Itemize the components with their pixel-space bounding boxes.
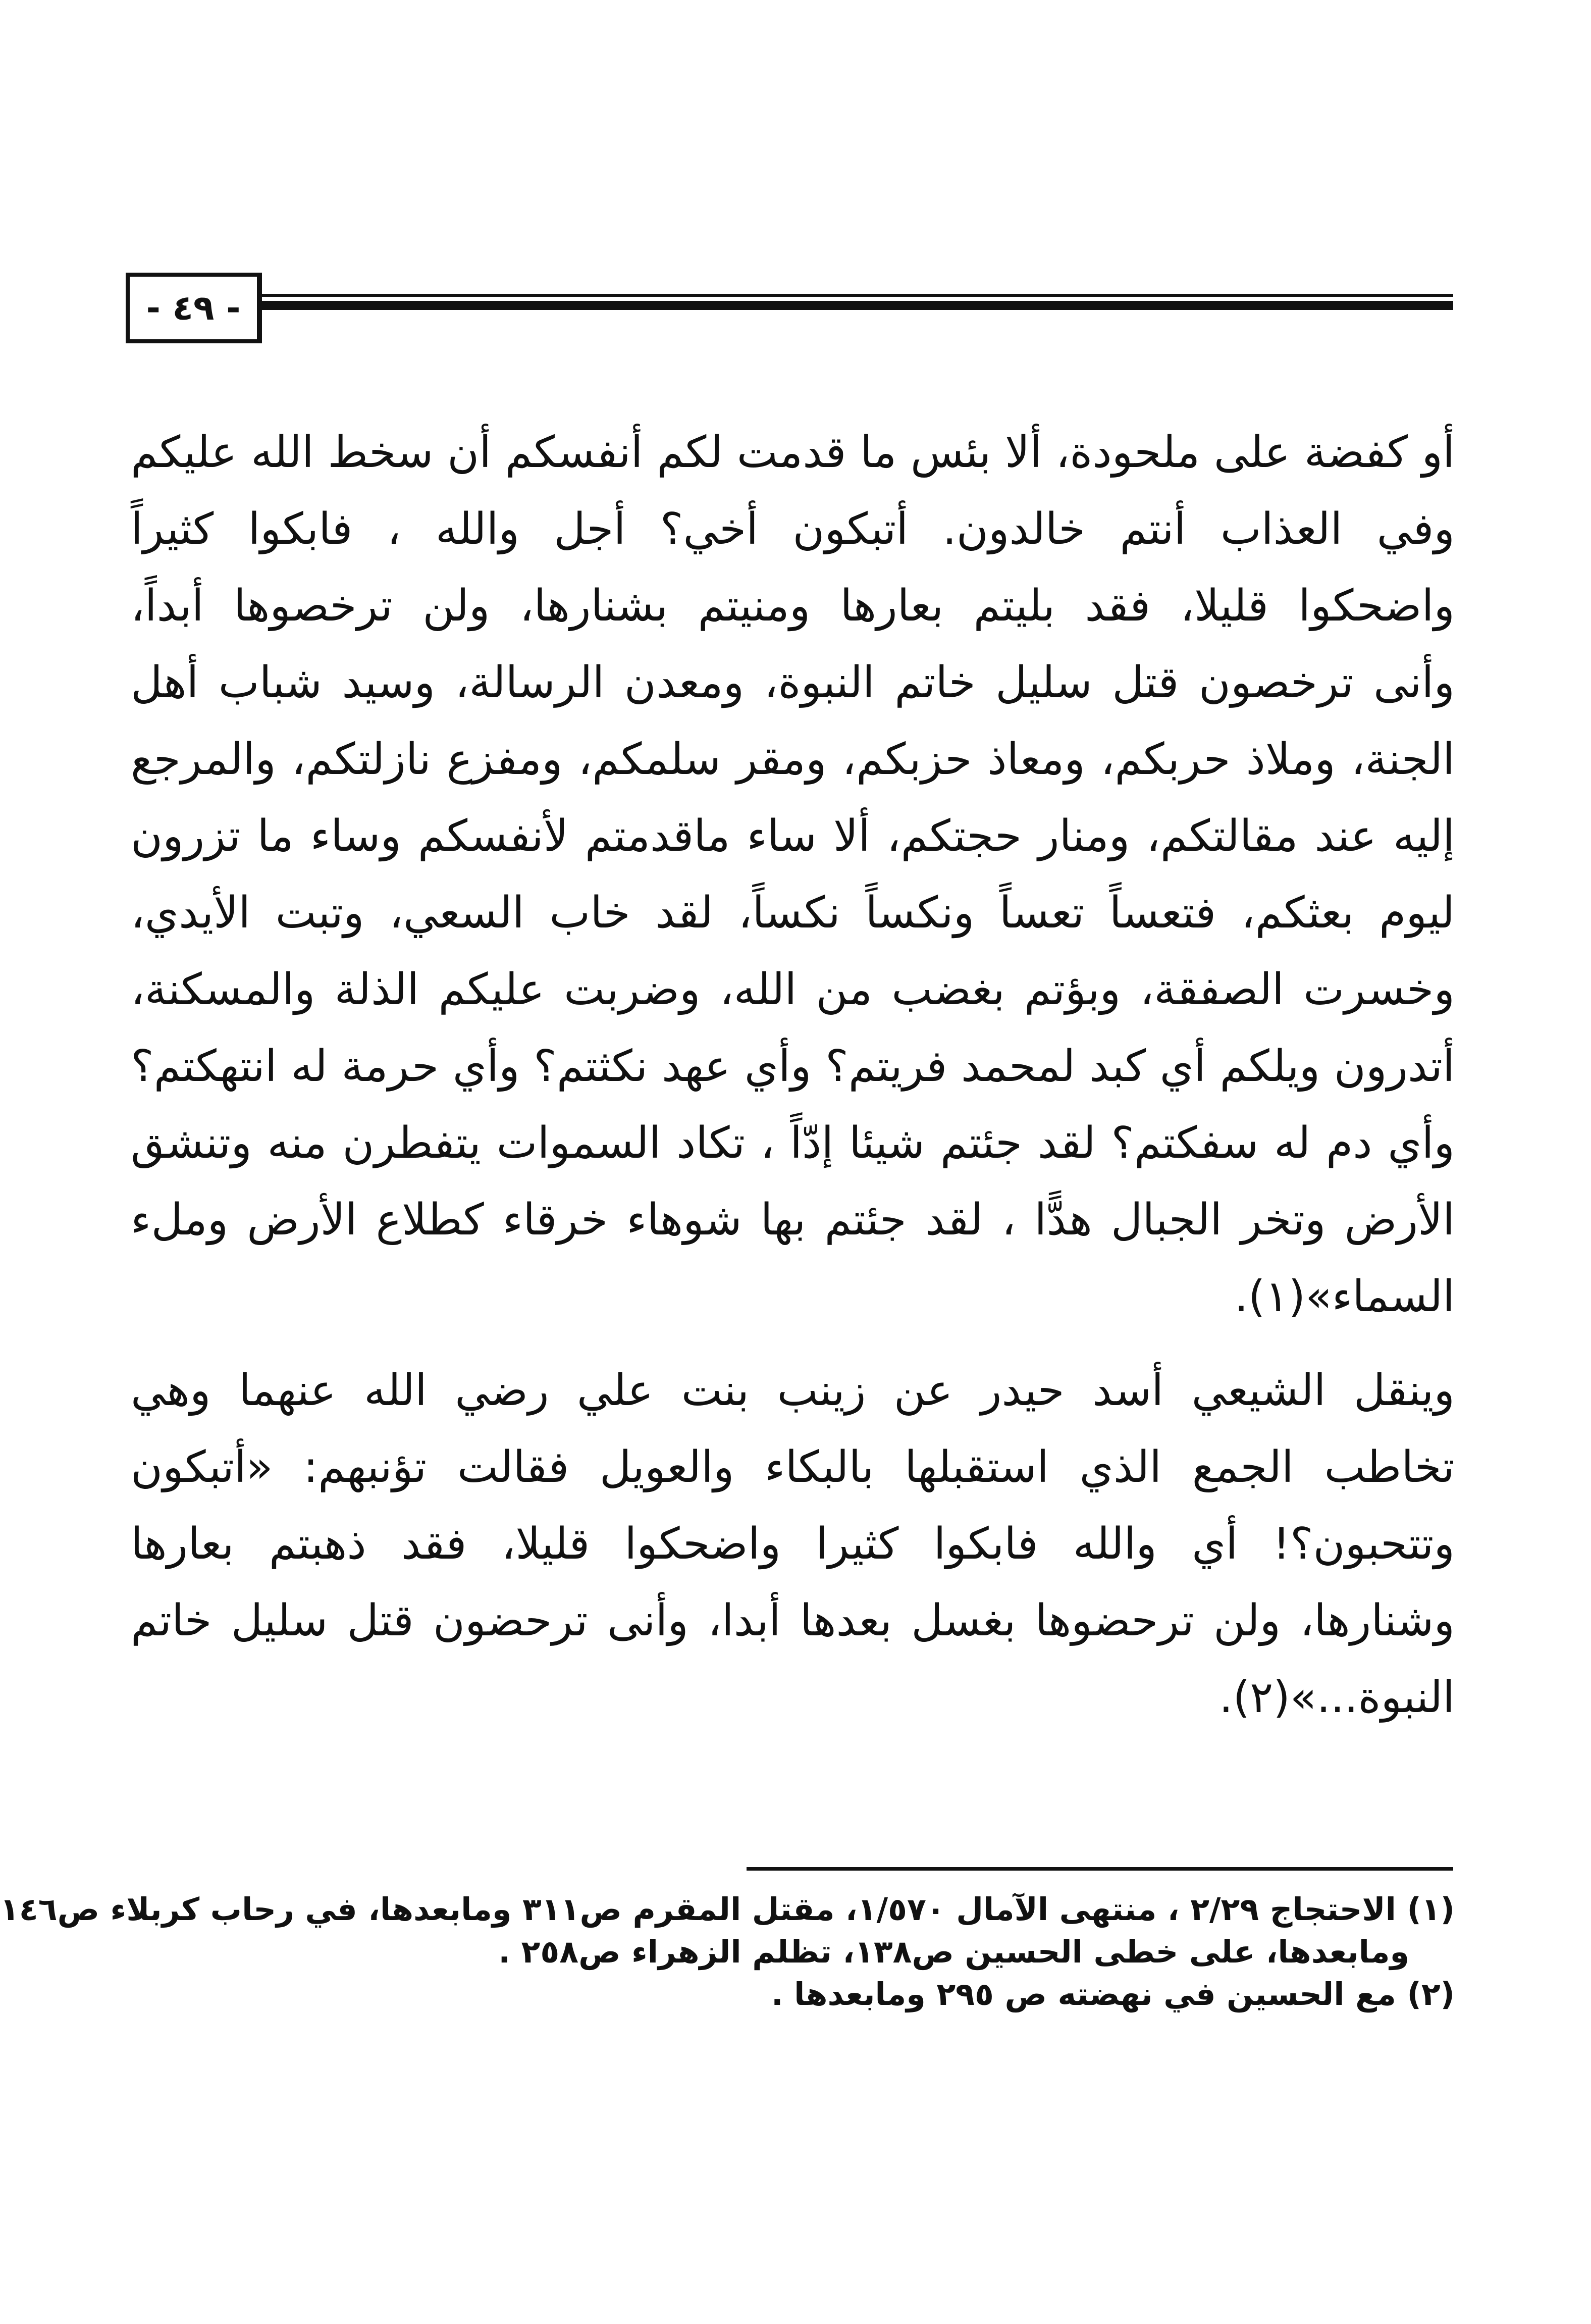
header-rule-thin	[258, 294, 1453, 297]
header-rule-thick	[258, 301, 1453, 310]
page-header	[126, 273, 1453, 343]
main-text	[131, 414, 1455, 1736]
page-number: - ٤٩ -	[126, 273, 262, 343]
text-line: وشنارها، ولن ترحضوها بغسل بعدها أبدا، وأنى ترحضون قتل سليل خاتم	[131, 1595, 1455, 1646]
text-line: واضحكوا قليلا، فقد بليتم بعارها ومنيتم بشنارها، ولن ترخصوها أبداً،	[131, 581, 1455, 631]
text-line: السماء»(١).	[1234, 1271, 1455, 1322]
text-line: وخسرت الصفقة، وبؤتم بغضب من الله، وضربت عليكم الذلة والمسكنة،	[131, 964, 1455, 1015]
text-line: تخاطب الجمع الذي استقبلها بالبكاء والعويل فقالت تؤنبهم: «أتبكون	[131, 1442, 1455, 1492]
text-line: وأنى ترخصون قتل سليل خاتم النبوة، ومعدن الرسالة، وسيد شباب أهل	[131, 657, 1455, 708]
text-line: أو كفضة على ملحودة، ألا بئس ما قدمت لكم أنفسكم أن سخط الله عليكم	[131, 427, 1455, 478]
text-line: الأرض وتخر الجبال هدًّا ، لقد جئتم بها شوهاء خرقاء كطلاع الأرض وملء	[131, 1195, 1455, 1245]
footnote-2: (٢) مع الحسين في نهضته ص ٢٩٥ ومابعدها .	[771, 1976, 1455, 2012]
footnote-1-continuation: ومابعدها، على خطى الحسين ص١٣٨، تظلم الزهراء ص٢٥٨ .	[498, 1933, 1409, 1970]
text-line: وفي العذاب أنتم خالدون. أتبكون أخي؟ أجل والله ، فابكوا كثيراً	[131, 504, 1455, 554]
footnotes	[0, 1888, 1455, 2016]
footnote-1: (١) الاحتجاج ٢/٢٩ ، منتهى الآمال ١/٥٧٠، مقتل المقرم ص٣١١ ومابعدها، في رحاب كربلاء ص١٤٦	[0, 1891, 1455, 1928]
text-line: النبوة...»(٢).	[1219, 1672, 1455, 1723]
text-line: ليوم بعثكم، فتعساً تعساً ونكساً نكساً، لقد خاب السعي، وتبت الأيدي،	[131, 888, 1455, 938]
text-line: إليه عند مقالتكم، ومنار حجتكم، ألا ساء ماقدمتم لأنفسكم وساء ما تزرون	[131, 811, 1455, 861]
footnote-separator	[747, 1867, 1453, 1871]
text-line: أتدرون ويلكم أي كبد لمحمد فريتم؟ وأي عهد نكثتم؟ وأي حرمة له انتهكتم؟	[131, 1041, 1455, 1092]
text-line: وينقل الشيعي أسد حيدر عن زينب بنت علي رضي الله عنهما وهي	[131, 1365, 1455, 1416]
paragraph-gap	[131, 1335, 1455, 1352]
text-line: الجنة، وملاذ حربكم، ومعاذ حزبكم، ومقر سلمكم، ومفزع نازلتكم، والمرجع	[131, 734, 1455, 785]
text-line: وأي دم له سفكتم؟ لقد جئتم شيئا إدّاً ، تكاد السموات يتفطرن منه وتنشق	[131, 1118, 1455, 1168]
text-line: وتتحبون؟! أي والله فابكوا كثيرا واضحكوا قليلا، فقد ذهبتم بعارها	[131, 1519, 1455, 1569]
